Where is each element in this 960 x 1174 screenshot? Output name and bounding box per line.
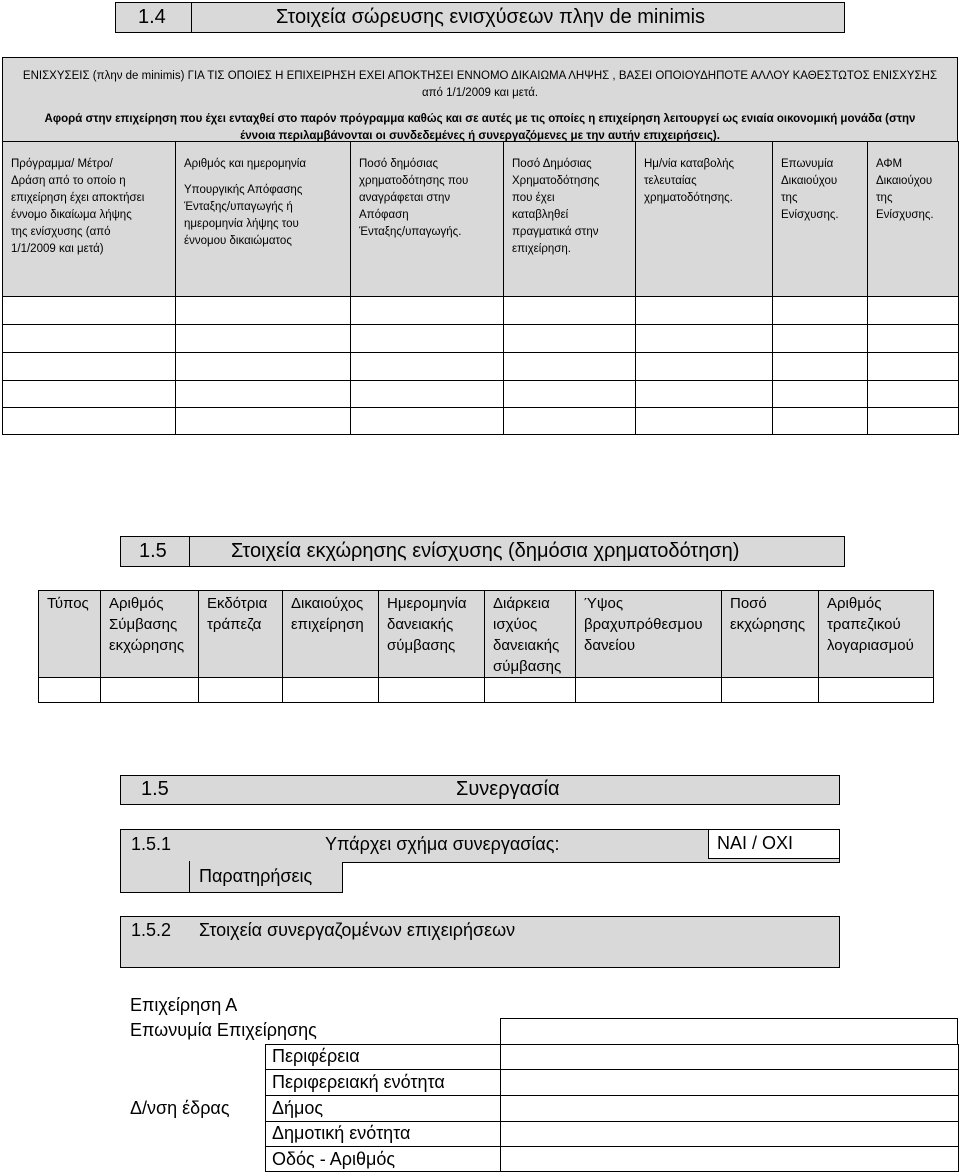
table-cell[interactable] <box>283 678 379 703</box>
col-afm-l1: ΑΦΜ <box>876 158 903 170</box>
section-15b-title: Συνεργασία <box>456 778 560 800</box>
table-cell[interactable] <box>868 297 959 325</box>
col-duration-l3: δανειακής <box>493 637 560 654</box>
col-type <box>39 591 101 678</box>
remarks-divider <box>189 861 190 892</box>
company-name-field[interactable] <box>500 1018 958 1045</box>
table-cell[interactable] <box>379 678 485 703</box>
table-cell[interactable] <box>636 325 773 353</box>
section-15b-header <box>120 775 840 805</box>
note-line-2: έννοια περιλαμβάνονται οι συνδεδεμένες ή συνεργαζόμενες με την αυτήν επιχειρήσεις). <box>240 130 720 142</box>
table-row <box>3 297 959 325</box>
table-row <box>3 353 959 381</box>
col-short-loan-l3: δανείου <box>584 637 636 654</box>
col-amount-stated-l2: χρηματοδότησης που <box>359 175 469 187</box>
col-program-l3: επιχείρηση έχει αποκτήσει <box>11 192 145 204</box>
address-municipal-unit-label: Δημοτική ενότητα <box>272 1123 411 1143</box>
table-cell[interactable] <box>199 678 283 703</box>
col-beneficiary-l2: Δικαιούχου <box>781 175 838 187</box>
col-assign-amount-l1: Ποσό <box>730 595 767 612</box>
table-row <box>3 325 959 353</box>
col-amount-stated-l5: Ένταξης/υπαγωγής. <box>359 226 462 238</box>
table-cell[interactable] <box>636 381 773 408</box>
col-amount-stated <box>351 142 504 297</box>
address-street-field[interactable] <box>501 1147 959 1172</box>
table-cell[interactable] <box>868 408 959 435</box>
table-row <box>3 408 959 435</box>
col-decision <box>176 142 351 297</box>
table-cell[interactable] <box>176 408 351 435</box>
col-decision-l5: ημερομηνία λήψης του <box>184 218 299 230</box>
intro-line-2: από 1/1/2009 και μετά. <box>421 87 539 99</box>
col-amount-stated-l4: Απόφαση <box>359 209 409 221</box>
col-last-payment-l3: χρηματοδότησης. <box>644 192 733 204</box>
section-15a-number: 1.5 <box>139 540 167 562</box>
col-loan-date-l2: δανειακής <box>387 616 454 633</box>
table-cell[interactable] <box>504 325 636 353</box>
col-amount-paid-l2: Χρηματοδότησης <box>512 175 600 187</box>
address-street-label: Οδός - Αριθμός <box>272 1149 396 1169</box>
col-amount-paid-l1: Ποσό Δημόσιας <box>512 158 592 170</box>
col-program-l2: Δράση από το οποίο η <box>11 175 126 187</box>
col-beneficiary-l1: Επωνυμία <box>781 158 834 170</box>
table-cell[interactable] <box>636 353 773 381</box>
col-short-loan-l2: βραχυπρόθεσμου <box>584 616 703 633</box>
table-cell[interactable] <box>3 381 176 408</box>
table-row <box>3 381 959 408</box>
table-cell[interactable] <box>351 381 504 408</box>
table-cell[interactable] <box>176 381 351 408</box>
address-label-cell <box>266 1122 501 1147</box>
col-loan-date-l1: Ημερομηνία <box>387 595 467 612</box>
table-cell[interactable] <box>351 353 504 381</box>
col-account-l2: τραπεζικού <box>827 616 901 633</box>
cooperation-question-text: Υπάρχει σχήμα συνεργασίας: <box>325 834 560 854</box>
col-contract-l1: Αριθμός <box>109 595 164 612</box>
col-type-l1: Τύπος <box>47 595 89 612</box>
table-cell[interactable] <box>576 678 722 703</box>
seat-address-label: Δ/νση έδρας <box>130 1098 230 1118</box>
section-15a-header <box>120 536 845 567</box>
col-afm-l2: Δικαιούχου <box>876 175 933 187</box>
section-15a-divider <box>189 537 190 566</box>
col-assign-amount-l2: εκχώρησης <box>730 616 806 633</box>
address-municipal-unit-field[interactable] <box>501 1122 959 1147</box>
col-issuing-bank <box>199 591 283 678</box>
col-amount-paid-l6: επιχείρηση. <box>512 243 571 255</box>
col-last-payment-l2: τελευταίας <box>644 175 697 187</box>
section-14-intro <box>2 57 958 142</box>
section-14-number: 1.4 <box>138 6 166 28</box>
company-a-title: Επιχείρηση Α <box>130 995 238 1015</box>
address-label-cell <box>266 1147 501 1172</box>
col-afm-l3: της <box>876 192 893 204</box>
address-label-cell <box>266 1045 501 1070</box>
section-14-header <box>115 2 845 33</box>
col-beneficiary-name <box>773 142 868 297</box>
col-amount-paid-l5: πραγματικά στην <box>512 226 599 238</box>
table-cell[interactable] <box>868 353 959 381</box>
section-14-header-row <box>3 142 959 297</box>
col-duration-l1: Διάρκεια <box>493 595 550 612</box>
col-beneficiary-afm <box>868 142 959 297</box>
section-15b-number: 1.5 <box>141 778 169 800</box>
table-cell[interactable] <box>722 678 819 703</box>
address-regional-unit-field[interactable] <box>501 1070 959 1096</box>
section-14-table <box>2 141 959 435</box>
table-cell[interactable] <box>351 297 504 325</box>
address-region-field[interactable] <box>501 1045 959 1070</box>
table-cell[interactable] <box>485 678 576 703</box>
col-account-l1: Αριθμός <box>827 595 882 612</box>
table-cell[interactable] <box>504 297 636 325</box>
col-program-l4: έννομο δικαίωμα λήψης <box>11 209 132 221</box>
cooperation-question-box <box>120 829 840 893</box>
col-contract-l3: εκχώρησης <box>109 637 185 654</box>
col-bank-l1: Εκδότρια <box>207 595 268 612</box>
table-cell[interactable] <box>504 381 636 408</box>
col-bank-account <box>819 591 934 678</box>
table-cell[interactable] <box>3 353 176 381</box>
address-region-label: Περιφέρεια <box>272 1046 360 1066</box>
col-duration-l2: ισχύος <box>493 616 538 633</box>
col-short-loan-l1: Ύψος <box>584 595 624 612</box>
table-cell[interactable] <box>636 297 773 325</box>
table-cell[interactable] <box>868 381 959 408</box>
col-account-l3: λογαριασμού <box>827 637 914 654</box>
table-cell[interactable] <box>773 325 868 353</box>
table-cell[interactable] <box>773 381 868 408</box>
col-last-payment-l1: Ημ/νία καταβολής <box>644 158 735 170</box>
answer-box[interactable] <box>708 829 840 859</box>
table-cell[interactable] <box>3 408 176 435</box>
section-14-divider <box>191 3 192 32</box>
col-last-payment-date <box>636 142 773 297</box>
table-cell[interactable] <box>39 678 101 703</box>
col-contract-number <box>101 591 199 678</box>
table-cell[interactable] <box>504 353 636 381</box>
col-loan-date <box>379 591 485 678</box>
table-row <box>39 678 934 703</box>
section-15a-title: Στοιχεία εκχώρησης ενίσχυσης (δημόσια χρηματοδότηση) <box>231 540 740 562</box>
table-cell[interactable] <box>3 325 176 353</box>
col-loan-date-l3: σύμβασης <box>387 637 456 654</box>
remarks-field[interactable] <box>342 862 840 893</box>
col-company-l1: Δικαιούχος <box>291 595 364 612</box>
table-cell[interactable] <box>101 678 199 703</box>
note-line-1: Αφορά στην επιχείρηση που έχει ενταχθεί στο παρόν πρόγραμμα καθώς και σε αυτές με τις οποίες η επιχείρηση λειτουργεί ως ενιαία οικονομική μονάδα (στην <box>44 113 916 125</box>
address-label-cell <box>266 1070 501 1096</box>
company-name-label: Επωνυμία Επιχείρησης <box>130 1020 317 1040</box>
table-cell[interactable] <box>504 408 636 435</box>
table-cell[interactable] <box>176 353 351 381</box>
address-grid <box>265 1044 959 1172</box>
col-program-l5: της ενίσχυσης (από <box>11 226 111 238</box>
col-program <box>3 142 176 297</box>
table-cell[interactable] <box>176 297 351 325</box>
table-cell[interactable] <box>176 325 351 353</box>
address-label-cell <box>266 1096 501 1122</box>
address-regional-unit-label: Περιφερειακή ενότητα <box>272 1072 445 1092</box>
remarks-label: Παρατηρήσεις <box>199 866 313 886</box>
table-cell[interactable] <box>3 297 176 325</box>
section-15a-table <box>38 590 934 703</box>
section-15a-header-row <box>39 591 934 678</box>
col-duration-l4: σύμβασης <box>493 658 562 675</box>
col-decision-l3: Υπουργικής Απόφασης <box>184 184 303 196</box>
table-cell[interactable] <box>636 408 773 435</box>
col-program-l6: 1/1/2009 και μετά) <box>11 243 104 255</box>
col-contract-l2: Σύμβασης <box>109 616 178 633</box>
partners-section-title: Στοιχεία συνεργαζομένων επιχειρήσεων <box>199 920 516 940</box>
col-company-l2: επιχείρηση <box>291 616 364 633</box>
col-amount-paid-l4: καταβληθεί <box>512 209 569 221</box>
table-cell[interactable] <box>773 353 868 381</box>
col-loan-duration <box>485 591 576 678</box>
partners-section-number: 1.5.2 <box>131 920 172 940</box>
partners-section-box <box>120 916 840 968</box>
col-beneficiary-company <box>283 591 379 678</box>
table-cell[interactable] <box>773 297 868 325</box>
cooperation-answer: ΝΑΙ / ΟΧΙ <box>717 833 794 853</box>
col-short-term-loan <box>576 591 722 678</box>
table-cell[interactable] <box>868 325 959 353</box>
col-amount-paid-l3: που έχει <box>512 192 555 204</box>
col-amount-paid <box>504 142 636 297</box>
address-municipality-field[interactable] <box>501 1096 959 1122</box>
col-decision-l1: Αριθμός και ημερομηνία <box>184 158 306 170</box>
col-bank-l2: τράπεζα <box>207 616 262 633</box>
table-cell[interactable] <box>351 408 504 435</box>
col-decision-l6: έννομου δικαιώματος <box>184 235 292 247</box>
section-14-title: Στοιχεία σώρευσης ενισχύσεων πλην de minimis <box>276 6 706 28</box>
col-amount-stated-l3: αναγράφεται στην <box>359 192 451 204</box>
table-cell[interactable] <box>351 325 504 353</box>
table-cell[interactable] <box>819 678 934 703</box>
cooperation-question-number: 1.5.1 <box>131 834 172 854</box>
col-afm-l4: Ενίσχυσης. <box>876 209 934 221</box>
col-amount-stated-l1: Ποσό δημόσιας <box>359 158 439 170</box>
col-beneficiary-l4: Ενίσχυσης. <box>781 209 839 221</box>
intro-line-1: ΕΝΙΣΧΥΣΕΙΣ (πλην de minimis) ΓΙΑ ΤΙΣ ΟΠΟΙΕΣ Η ΕΠΙΧΕΙΡΗΣΗ ΕΧΕΙ ΑΠΟΚΤΗΣΕΙ ΕΝΝΟΜΟ ΔΙΚΑΙΩΜΑ ΛΗΨΗΣ , ΒΑΣΕΙ ΟΠΟΙΟΥΔΗΠΟΤΕ ΑΛΛΟΥ ΚΑΘΕΣΤΩΤΟΣ ΕΝΙΣΧΥΣΗΣ <box>22 70 938 82</box>
col-assignment-amount <box>722 591 819 678</box>
address-municipality-label: Δήμος <box>272 1098 324 1118</box>
table-cell[interactable] <box>773 408 868 435</box>
address-block <box>265 1044 958 1172</box>
col-decision-l4: Ένταξης/υπαγωγής ή <box>184 201 293 213</box>
col-program-l1: Πρόγραμμα/ Μέτρο/ <box>11 158 113 170</box>
col-beneficiary-l3: της <box>781 192 798 204</box>
